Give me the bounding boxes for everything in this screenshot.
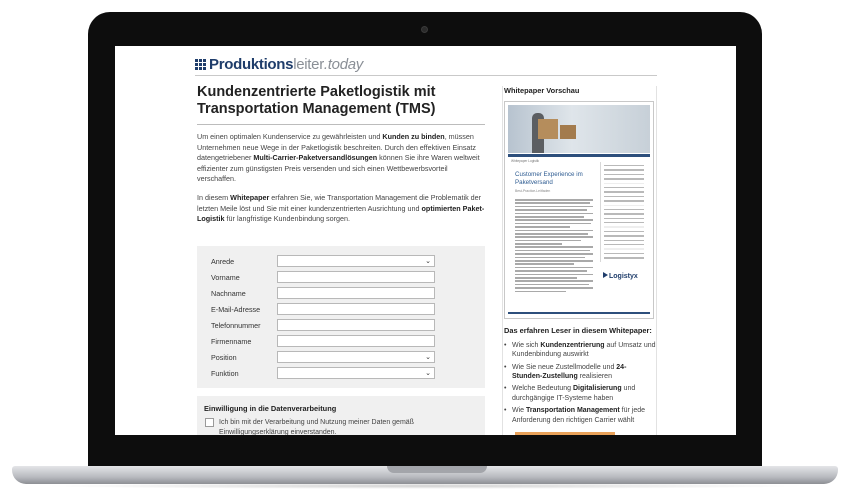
preview-side-column xyxy=(600,162,648,262)
form-row xyxy=(211,287,435,299)
sidebar-border-left xyxy=(502,86,503,435)
field-label: Telefonnummer xyxy=(211,320,261,330)
preview-column-line xyxy=(604,218,644,219)
preview-column-line xyxy=(604,253,644,254)
article-main xyxy=(197,84,487,225)
preview-logo-text: Logistyx xyxy=(609,273,638,280)
preview-text-line xyxy=(515,223,591,225)
preview-column-line xyxy=(604,248,644,249)
field-value xyxy=(278,312,281,319)
preview-text-line xyxy=(515,277,577,279)
preview-column-line xyxy=(604,196,644,197)
text-run: für langfristige Kundenbindung sorgen. xyxy=(224,214,351,224)
preview-column-line xyxy=(604,235,644,236)
preview-text-lines xyxy=(515,199,593,294)
logo-wordmark xyxy=(209,56,363,73)
preview-photo xyxy=(508,105,650,153)
preview-text-line xyxy=(515,246,593,248)
preview-text-line xyxy=(515,284,589,286)
form-row xyxy=(211,255,435,267)
form-row xyxy=(211,319,435,331)
preview-text-line xyxy=(515,216,584,218)
field-value xyxy=(278,376,281,383)
field-label: Nachname xyxy=(211,288,246,298)
title-divider xyxy=(197,124,485,125)
text-run: Um einen optimalen Kundenservice zu gewährleisten und xyxy=(197,132,383,141)
preview-text-line xyxy=(515,253,593,255)
preview-band xyxy=(508,154,650,157)
field-label: Anrede xyxy=(211,256,235,266)
preview-text-line xyxy=(515,199,593,201)
preview-column-line xyxy=(604,183,644,184)
preview-column-line xyxy=(604,226,644,227)
emphasis-text: optimierten Paket-Logistik xyxy=(197,203,485,224)
preview-text-line xyxy=(515,219,593,221)
preview-text-line xyxy=(515,263,574,265)
logo-tld: .today xyxy=(323,55,363,73)
e-mail-adresse-input[interactable] xyxy=(277,303,435,315)
preview-column-line xyxy=(604,213,644,214)
text-run: auf Umsatz und Kundenbindung auswirkt xyxy=(512,341,656,359)
preview-title: Customer Experience im Paketversand xyxy=(515,171,583,186)
preview-column-line xyxy=(604,178,644,179)
form-row xyxy=(211,271,435,283)
preview-column-line xyxy=(604,244,644,245)
emphasis-text: Digitalisierung xyxy=(572,385,622,393)
preview-column-line xyxy=(604,257,644,258)
emphasis-text: Multi-Carrier-Paketversandlösungen xyxy=(253,153,378,163)
field-label: Vorname xyxy=(211,272,240,282)
preview-logo xyxy=(603,272,638,280)
download-button-edge[interactable] xyxy=(515,432,615,435)
nachname-input[interactable] xyxy=(277,287,435,299)
text-run: Welche Bedeutung xyxy=(512,385,573,393)
sidebar-border-right xyxy=(656,86,657,435)
field-value xyxy=(278,344,281,351)
preview-text-line xyxy=(515,202,590,204)
form-row xyxy=(211,335,435,347)
text-run: erfahren Sie, wie Transportation Management die Problematik der letzten Meile löst und Sie mit einer kundenzentrierten Ausrichtung und xyxy=(197,192,482,213)
intro-paragraph xyxy=(197,132,487,185)
preview-text-line xyxy=(515,267,593,269)
laptop-base xyxy=(12,466,838,484)
preview-column-line xyxy=(604,240,644,241)
preview-text-line xyxy=(515,236,593,238)
form-row xyxy=(211,367,435,379)
preview-heading: Whitepaper Vorschau xyxy=(504,86,580,95)
field-value xyxy=(278,264,281,271)
whitepaper-preview-image[interactable] xyxy=(504,101,654,319)
learn-heading: Das erfahren Leser in diesem Whitepaper: xyxy=(504,326,652,335)
text-run: Wie Sie neue Zustellmodelle und xyxy=(512,363,617,371)
preview-text-line xyxy=(515,250,590,252)
firmenname-input[interactable] xyxy=(277,335,435,347)
consent-section xyxy=(197,396,485,435)
logo-strong: Produktions xyxy=(209,55,294,73)
preview-text-line xyxy=(515,226,570,228)
site-logo[interactable] xyxy=(195,55,363,73)
preview-text-line xyxy=(515,240,581,242)
consent-text: Ich bin mit der Verarbeitung und Nutzung meiner Daten gemäß Einwilligungserklärung einverstanden. xyxy=(219,419,414,435)
preview-column-line xyxy=(604,205,644,206)
preview-column-line xyxy=(604,165,644,166)
preview-parcel xyxy=(560,125,576,139)
learn-list-item xyxy=(504,341,656,360)
funktion-select[interactable] xyxy=(277,367,435,379)
field-value xyxy=(278,296,281,303)
preview-parcel xyxy=(538,119,558,139)
preview-tiny-header: Whitepaper Logistik xyxy=(511,159,539,163)
preview-text-line xyxy=(515,274,593,276)
chevron-down-icon: ⌄ xyxy=(425,370,431,377)
grid-dots-icon xyxy=(195,59,206,70)
learn-list-item xyxy=(504,384,656,403)
learn-list-item xyxy=(504,406,656,425)
position-select[interactable] xyxy=(277,351,435,363)
learn-list-item xyxy=(504,363,656,382)
learn-list xyxy=(504,341,656,425)
preview-text-line xyxy=(515,270,587,272)
field-value xyxy=(278,328,281,335)
preview-column-line xyxy=(604,174,644,175)
logo-light: leiter xyxy=(293,55,324,73)
emphasis-text: Kundenzentrierung xyxy=(540,341,605,349)
field-label: Funktion xyxy=(211,368,239,378)
lead-form xyxy=(197,246,485,388)
webcam-icon xyxy=(421,26,428,33)
preview-column-line xyxy=(604,209,644,210)
preview-column-line xyxy=(604,187,644,188)
emphasis-text: 24-Stunden-Zustellung xyxy=(512,363,627,381)
logistyx-arrow-icon xyxy=(603,272,608,278)
preview-footer-band xyxy=(508,312,650,314)
text-run: Wie sich xyxy=(512,341,541,349)
preview-column-line xyxy=(604,191,644,192)
telefonnummer-input[interactable] xyxy=(277,319,435,331)
field-value xyxy=(278,360,281,367)
field-label: Position xyxy=(211,352,237,362)
emphasis-text: Kunden zu binden xyxy=(382,132,445,141)
preview-text-line xyxy=(515,257,585,259)
chevron-down-icon: ⌄ xyxy=(425,258,431,265)
preview-column-line xyxy=(604,200,644,201)
text-run: und durchgängige IT-Systeme haben xyxy=(512,385,636,402)
sidebar xyxy=(504,86,656,428)
text-run: für jede Anforderung den richtigen Carrier wählt xyxy=(512,407,646,424)
preview-column-line xyxy=(604,231,644,232)
preview-column-line xyxy=(604,169,644,170)
preview-subtitle: Best-Practice-Leitfaden xyxy=(515,189,551,193)
text-run: können Sie ihre Waren weltweit effizienter zum günstigsten Preis versenden und sich einen Wettbewerbsvorteil verschaffen. xyxy=(197,153,480,184)
field-value xyxy=(278,280,281,287)
preview-text-line xyxy=(515,243,562,245)
preview-text-line xyxy=(515,233,588,235)
anrede-select[interactable] xyxy=(277,255,435,267)
preview-text-line xyxy=(515,280,593,282)
text-run: In diesem xyxy=(197,192,231,202)
consent-checkbox[interactable] xyxy=(205,418,214,427)
text-run: Wie xyxy=(512,407,526,415)
preview-text-line xyxy=(515,287,593,289)
body-paragraph xyxy=(197,193,487,225)
preview-text-line xyxy=(515,230,593,232)
preview-column-line xyxy=(604,222,644,223)
emphasis-text: Transportation Management xyxy=(526,407,620,415)
preview-text-line xyxy=(515,260,593,262)
vorname-input[interactable] xyxy=(277,271,435,283)
preview-text-line xyxy=(515,209,587,211)
page-title: Kundenzentrierte Paketlogistik mit Transportation Management (TMS) xyxy=(197,84,436,117)
text-run: realisieren xyxy=(577,373,612,381)
header-divider xyxy=(195,75,657,76)
preview-text-line xyxy=(515,213,593,215)
preview-text-line xyxy=(515,291,566,293)
browser-viewport xyxy=(115,46,736,435)
laptop-notch xyxy=(387,466,487,473)
chevron-down-icon: ⌄ xyxy=(425,354,431,361)
field-label: Firmenname xyxy=(211,336,252,346)
text-run: , müssen Unternehmen neue Wege in der Paketlogistik beschreiten. Durch den effektiven Einsatz datengetriebener xyxy=(197,132,477,163)
form-row xyxy=(211,303,435,315)
emphasis-text: Whitepaper xyxy=(230,192,270,202)
form-row xyxy=(211,351,435,363)
consent-title: Einwilligung in die Datenverarbeitung xyxy=(204,404,337,413)
preview-text-line xyxy=(515,206,593,208)
field-label: E-Mail-Adresse xyxy=(211,304,261,314)
